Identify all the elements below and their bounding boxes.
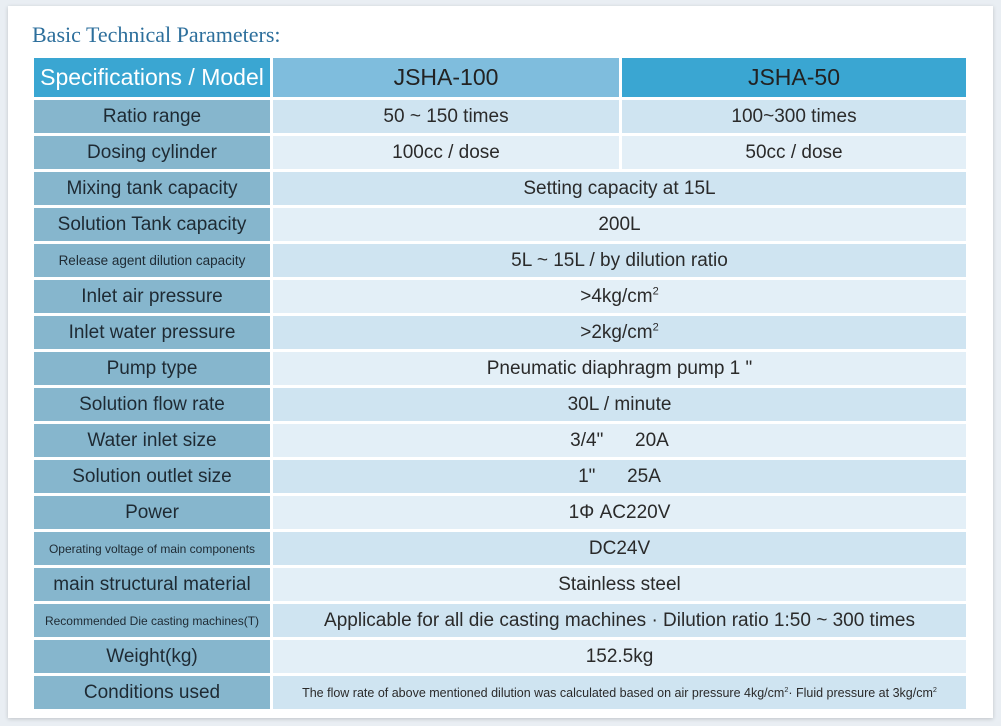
row-value: 5L ~ 15L / by dilution ratio <box>273 244 966 277</box>
table-row <box>34 208 966 241</box>
table-row <box>34 676 966 709</box>
table-header-row <box>34 58 966 97</box>
model-jsha-50-header: JSHA-50 <box>622 58 966 97</box>
row-value: 50cc / dose <box>622 136 966 169</box>
table-row <box>34 604 966 637</box>
row-label: Recommended Die casting machines(T) <box>34 604 270 637</box>
row-value: Applicable for all die casting machines · Dilution ratio 1:50 ~ 300 times <box>273 604 966 637</box>
table-row <box>34 244 966 277</box>
table-row <box>34 316 966 349</box>
row-value: 1" 25A <box>273 460 966 493</box>
table-row <box>34 280 966 313</box>
row-label: Dosing cylinder <box>34 136 270 169</box>
row-value: 3/4" 20A <box>273 424 966 457</box>
row-value: 1Φ AC220V <box>273 496 966 529</box>
row-value: DC24V <box>273 532 966 565</box>
spec-model-header: Specifications / Model <box>34 58 270 97</box>
row-value: Pneumatic diaphragm pump 1 " <box>273 352 966 385</box>
spec-table <box>31 55 969 712</box>
table-row <box>34 640 966 673</box>
table-row <box>34 172 966 205</box>
row-label: Solution flow rate <box>34 388 270 421</box>
row-value: 30L / minute <box>273 388 966 421</box>
row-label: Power <box>34 496 270 529</box>
row-value: Stainless steel <box>273 568 966 601</box>
row-label: Conditions used <box>34 676 270 709</box>
row-label: Inlet air pressure <box>34 280 270 313</box>
row-value: $>2kg/cm^2$ <box>273 316 966 349</box>
row-label: Inlet water pressure <box>34 316 270 349</box>
conditions-note: The flow rate of above mentioned dilution was calculated based on air pressure $4kg/cm^2\cdot$ Fluid pressure at $3kg/cm^2$ <box>273 676 966 709</box>
row-value: 50 ~ 150 times <box>273 100 619 133</box>
row-label: Ratio range <box>34 100 270 133</box>
table-row <box>34 136 966 169</box>
row-value: 200L <box>273 208 966 241</box>
row-label: Solution outlet size <box>34 460 270 493</box>
row-label: Weight(kg) <box>34 640 270 673</box>
table-row <box>34 388 966 421</box>
row-value: $>4kg/cm^2$ <box>273 280 966 313</box>
row-label: Pump type <box>34 352 270 385</box>
table-row <box>34 352 966 385</box>
row-value: 152.5kg <box>273 640 966 673</box>
row-label: Release agent dilution capacity <box>34 244 270 277</box>
page-title: Basic Technical Parameters: <box>32 22 281 47</box>
spec-card <box>8 6 993 718</box>
row-label: Mixing tank capacity <box>34 172 270 205</box>
row-value: 100cc / dose <box>273 136 619 169</box>
row-label: Solution Tank capacity <box>34 208 270 241</box>
table-row <box>34 496 966 529</box>
row-label: main structural material <box>34 568 270 601</box>
table-row <box>34 100 966 133</box>
row-label: Operating voltage of main components <box>34 532 270 565</box>
model-jsha-100-header: JSHA-100 <box>273 58 619 97</box>
table-row <box>34 424 966 457</box>
row-value: 100~300 times <box>622 100 966 133</box>
row-label: Water inlet size <box>34 424 270 457</box>
table-row <box>34 460 966 493</box>
row-value: Setting capacity at 15L <box>273 172 966 205</box>
table-row <box>34 532 966 565</box>
table-row <box>34 568 966 601</box>
